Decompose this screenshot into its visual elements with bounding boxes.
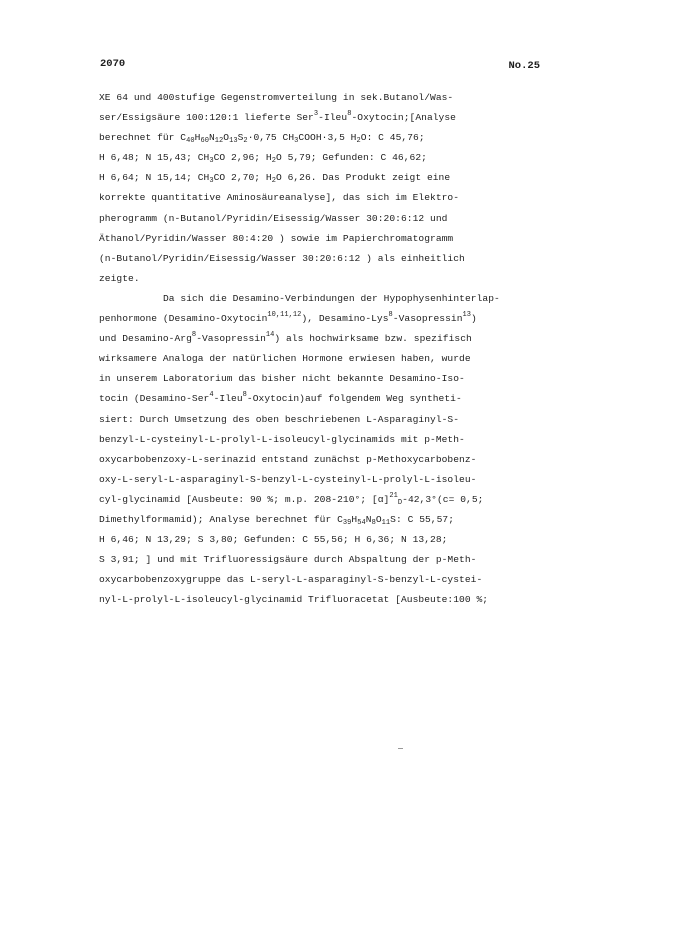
subscript: 11 [381, 518, 391, 527]
superscript: 8 [191, 331, 197, 340]
superscript: 8 [347, 110, 352, 119]
subscript: 60 [200, 137, 209, 146]
text-line: benzyl-L-cysteinyl-L-prolyl-L-isoleucyl-glycinamids mit p-Meth- [99, 433, 465, 445]
stray-mark [398, 748, 403, 749]
text-line: siert: Durch Umsetzung des oben beschriebenen L-Asparaginyl-S- [99, 413, 460, 425]
text-line: H 6,48; N 15,43; $CH_3CO$ 2,96; $H_2O$ 5,79; Gefunden: C 46,62; [99, 152, 427, 166]
subscript: 8 [371, 518, 376, 527]
subscript: 2 [271, 177, 276, 186]
page-header [100, 58, 540, 78]
superscript: 14 [265, 331, 275, 340]
text-line: H 6,46; N 13,29; S 3,80; Gefunden: C 55,56; H 6,36; N 13,28; [99, 534, 448, 546]
body-text [99, 88, 549, 610]
text-line: ser/Essigsäure 100:120:1 lieferte Ser$^3$-Ileu$^8$-Oxytocin;[Analyse [99, 110, 456, 124]
text-line: H 6,64; N 15,14; $CH_3CO$ 2,70; $H_2O$ 6,26. Das Produkt zeigt eine [99, 172, 451, 186]
subscript: 40 [186, 137, 195, 146]
text-line: tocin (Desamino-Ser$^4$-Ileu$^8$-Oxytocin)auf folgendem Weg syntheti- [99, 391, 462, 405]
superscript: 8 [242, 391, 247, 400]
page-number: 2070 [100, 58, 126, 70]
text-line: zeigte. [99, 272, 140, 284]
text-line: oxycarbobenzoxy-L-serinazid entstand zunächst p-Methoxycarbobenz- [99, 453, 477, 465]
superscript: 13 [462, 311, 472, 320]
text-line: und Desamino-Arg$^8$-Vasopressin$^{14}$) als hochwirksame bzw. spezifisch [99, 331, 472, 345]
text-line: korrekte quantitative Aminosäureanalyse], das sich im Elektro- [99, 192, 460, 204]
subscript: 3 [209, 157, 214, 166]
text-line: berechnet für $C_{40}H_{60}N_{12}O_{13}S_2\cdot 0,75$ $CH_3COOH\cdot 3,5$ $H_2O$: C 45,76; [99, 132, 425, 146]
subscript: 39 [342, 518, 352, 527]
subscript: 2 [271, 157, 276, 166]
journal-issue: No.25 [508, 60, 540, 72]
text-line: in unserem Laboratorium das bisher nicht bekannte Desamino-Iso- [99, 373, 465, 385]
superscript: 10,11,12 [267, 311, 302, 320]
text-line: penhormone (Desamino-Oxytocin$^{10,11,12}$), Desamino-Lys$^8$-Vasopressin$^{13}$) [99, 311, 477, 325]
subscript: D [397, 498, 403, 507]
text-line: (n-Butanol/Pyridin/Eisessig/Wasser 30:20:6:12 ) als einheitlich [99, 252, 465, 264]
subscript: 2 [243, 137, 248, 146]
superscript: 4 [209, 391, 214, 400]
text-line: oxy-L-seryl-L-asparaginyl-S-benzyl-L-cysteinyl-L-prolyl-L-isoleu- [99, 473, 477, 485]
text-line: Da sich die Desamino-Verbindungen der Hypophysenhinterlap- [163, 292, 500, 304]
superscript: 8 [388, 311, 393, 320]
text-line: Äthanol/Pyridin/Wasser 80:4:20 ) sowie im Papierchromatogramm [99, 232, 454, 244]
subscript: 3 [294, 137, 299, 146]
text-line: Dimethylformamid); Analyse berechnet für $C_{39}H_{54}N_8O_{11}S$: C 55,57; [99, 513, 455, 527]
superscript: 3 [313, 110, 319, 119]
text-line: XE 64 und 400stufige Gegenstromverteilung in sek.Butanol/Was- [99, 92, 454, 103]
text-line: oxycarbobenzoxygruppe das L-seryl-L-asparaginyl-S-benzyl-L-cystei- [99, 574, 483, 586]
subscript: 3 [209, 177, 214, 186]
text-line: pherogramm (n-Butanol/Pyridin/Eisessig/Wasser 30:20:6:12 und [99, 212, 448, 224]
superscript: 21 [389, 491, 398, 500]
text-line: nyl-L-prolyl-L-isoleucyl-glycinamid Trifluoracetat [Ausbeute:100 %; [99, 594, 489, 606]
subscript: 12 [214, 137, 224, 146]
subscript: 13 [229, 137, 238, 146]
subscript: 54 [357, 518, 366, 527]
text-line: cyl-glycinamid [Ausbeute: 90 %; m.p. 208-210°; $[\alpha]^{21}_D-42,3^\circ(c= 0,5$; [99, 491, 484, 507]
text-line: S 3,91; ] und mit Trifluoressigsäure durch Abspaltung der p-Meth- [99, 554, 477, 566]
subscript: 2 [356, 137, 361, 146]
text-line: wirksamere Analoga der natürlichen Hormone erwiesen haben, wurde [99, 353, 471, 365]
